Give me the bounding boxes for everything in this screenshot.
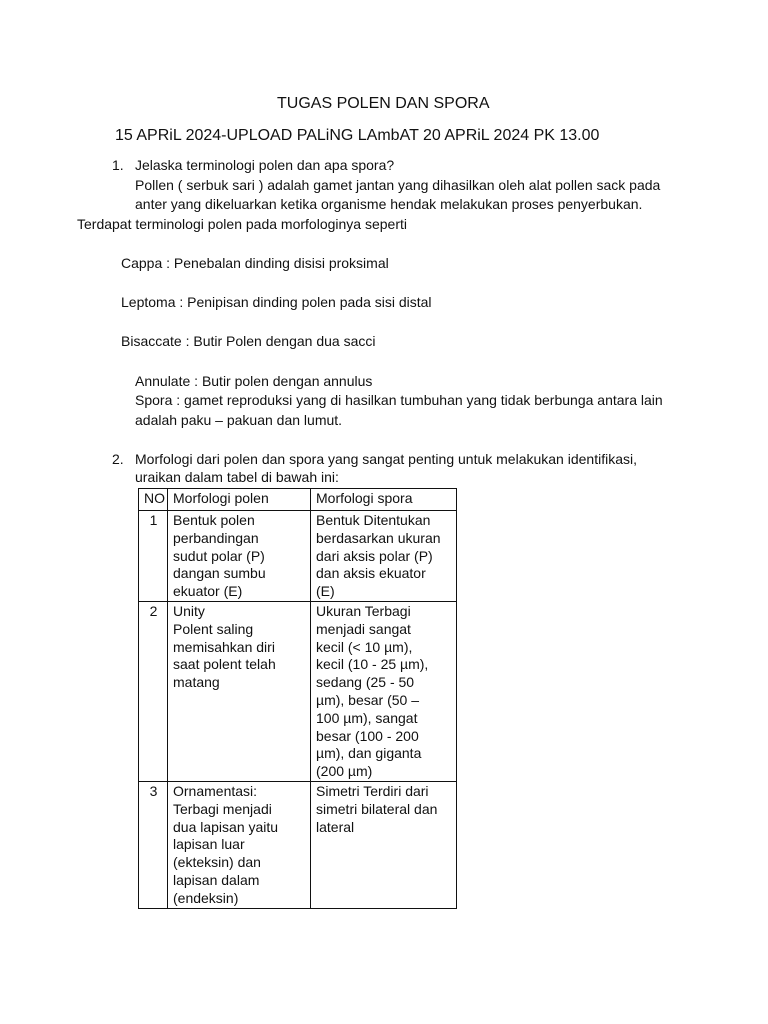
spora-definition-line-2: adalah paku – pakuan dan lumut. xyxy=(135,412,343,428)
row-number: 3 xyxy=(139,781,168,908)
cell-line: 100 µm), sangat xyxy=(316,709,418,726)
cell-line: Ukuran Terbagi xyxy=(316,602,411,619)
cell-line: kecil (< 10 µm), xyxy=(316,638,413,655)
cell-line: menjadi sangat xyxy=(316,620,411,637)
cell-line: (200 µm) xyxy=(316,763,373,780)
cell-line: Unity xyxy=(173,602,205,619)
cell-line: saat polent telah xyxy=(173,656,276,673)
cell-line: matang xyxy=(173,674,220,691)
term-bisaccate: Bisaccate : Butir Polen dengan dua sacci xyxy=(121,333,376,349)
answer-pollen-line-1: Pollen ( serbuk sari ) adalah gamet jantan yang dihasilkan oleh alat pollen sack pada xyxy=(135,177,661,193)
question-1-number: 1. xyxy=(112,157,124,173)
table-row xyxy=(139,601,457,781)
cell-line: perbandingan xyxy=(173,529,259,546)
cell-line: simetri bilateral dan xyxy=(316,800,438,817)
document-title: TUGAS POLEN DAN SPORA xyxy=(277,95,490,112)
answer-pollen-line-2: anter yang dikeluarkan ketika organisme hendak melakukan proses penyerbukan. xyxy=(135,196,643,212)
header-no: NO xyxy=(139,489,168,511)
cell-line: (ekteksin) dan xyxy=(173,854,261,871)
cell-line: dangan sumbu xyxy=(173,565,266,582)
table-header-row xyxy=(139,489,457,511)
spora-cell xyxy=(311,511,457,602)
spora-cell xyxy=(311,601,457,781)
term-cappa: Cappa : Penebalan dinding disisi proksimal xyxy=(121,255,389,271)
term-leptoma: Leptoma : Penipisan dinding polen pada sisi distal xyxy=(121,294,432,310)
document-subtitle: 15 APRiL 2024-UPLOAD PALiNG LAmbAT 20 APRiL 2024 PK 13.00 xyxy=(115,127,600,144)
table-row xyxy=(139,511,457,602)
spora-definition-line-1: Spora : gamet reproduksi yang di hasilkan tumbuhan yang tidak berbunga antara lain xyxy=(135,392,663,408)
cell-line: memisahkan diri xyxy=(173,638,275,655)
header-morfologi-spora: Morfologi spora xyxy=(311,489,457,511)
cell-line: lateral xyxy=(316,818,355,835)
cell-line: Bentuk polen xyxy=(173,512,255,528)
term-annulate: Annulate : Butir polen dengan annulus xyxy=(135,373,373,389)
question-1-text: Jelaska terminologi polen dan apa spora? xyxy=(135,157,395,173)
polen-cell xyxy=(168,781,311,908)
cell-line: lapisan luar xyxy=(173,836,245,853)
cell-line: Bentuk Ditentukan xyxy=(316,512,431,528)
spora-cell xyxy=(311,781,457,908)
header-morfologi-polen: Morfologi polen xyxy=(168,489,311,511)
cell-line: Polent saling xyxy=(173,620,254,637)
cell-line: dua lapisan yaitu xyxy=(173,818,279,835)
cell-line: Terbagi menjadi xyxy=(173,800,272,817)
cell-line: sudut polar (P) xyxy=(173,547,265,564)
cell-line: dari aksis polar (P) xyxy=(316,547,433,564)
question-2-line-1: Morfologi dari polen dan spora yang sangat penting untuk melakukan identifikasi, xyxy=(135,451,637,467)
cell-line: Ornamentasi: xyxy=(173,782,258,799)
polen-cell xyxy=(168,511,311,602)
cell-line: (endeksin) xyxy=(173,889,239,906)
cell-line: ekuator (E) xyxy=(173,583,243,600)
terminology-intro: Terdapat terminologi polen pada morfologinya seperti xyxy=(77,216,407,232)
cell-line: µm), dan giganta xyxy=(316,745,422,762)
question-2-line-2: uraikan dalam tabel di bawah ini: xyxy=(135,469,339,485)
cell-line: besar (100 - 200 xyxy=(316,727,419,744)
cell-line: µm), besar (50 – xyxy=(316,691,419,708)
cell-line: sedang (25 - 50 xyxy=(316,674,415,691)
cell-line: lapisan dalam xyxy=(173,871,260,888)
cell-line: kecil (10 - 25 µm), xyxy=(316,656,429,673)
table-row xyxy=(139,781,457,908)
question-2-number: 2. xyxy=(112,451,124,467)
morphology-table xyxy=(138,488,457,909)
row-number: 1 xyxy=(139,511,168,602)
polen-cell xyxy=(168,601,311,781)
row-number: 2 xyxy=(139,601,168,781)
cell-line: (E) xyxy=(316,583,335,600)
cell-line: berdasarkan ukuran xyxy=(316,529,441,546)
cell-line: dan aksis ekuator xyxy=(316,565,426,582)
cell-line: Simetri Terdiri dari xyxy=(316,782,429,799)
